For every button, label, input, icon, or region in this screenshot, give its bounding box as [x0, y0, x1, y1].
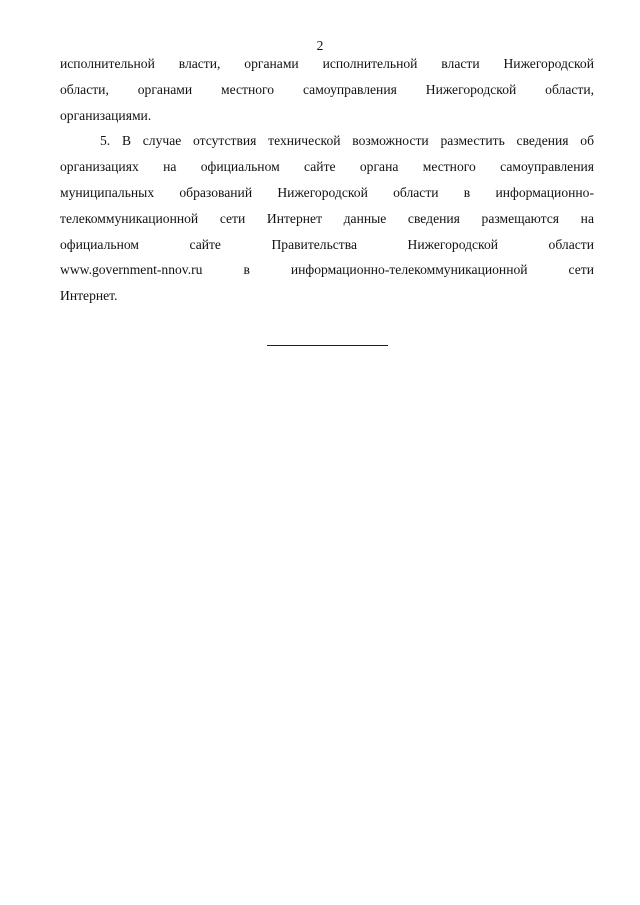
- text-line: Интернет.: [60, 288, 118, 304]
- page-number: 2: [316, 38, 324, 53]
- text-line: муниципальных образований Нижегородской области в информационно-: [60, 184, 594, 200]
- text-line: организациями.: [60, 107, 152, 123]
- end-of-document-rule: [267, 345, 388, 346]
- text-line: 5. В случае отсутствия технической возможности разместить сведения об: [100, 133, 594, 149]
- paragraph-item-5: [60, 128, 594, 309]
- text-line: организациях на официальном сайте органа местного самоуправления: [60, 159, 594, 175]
- text-line: исполнительной власти, органами исполнительной власти Нижегородской: [60, 56, 594, 71]
- document-body: [60, 51, 594, 309]
- paragraph-continuation: [60, 51, 594, 128]
- text-line: официальном сайте Правительства Нижегородской области: [60, 236, 594, 252]
- text-line: телекоммуникационной сети Интернет данные сведения размещаются на: [60, 210, 594, 226]
- text-line: области, органами местного самоуправления Нижегородской области,: [60, 81, 594, 97]
- text-line: www.government-nnov.ru в информационно-телекоммуникационной сети: [60, 262, 594, 278]
